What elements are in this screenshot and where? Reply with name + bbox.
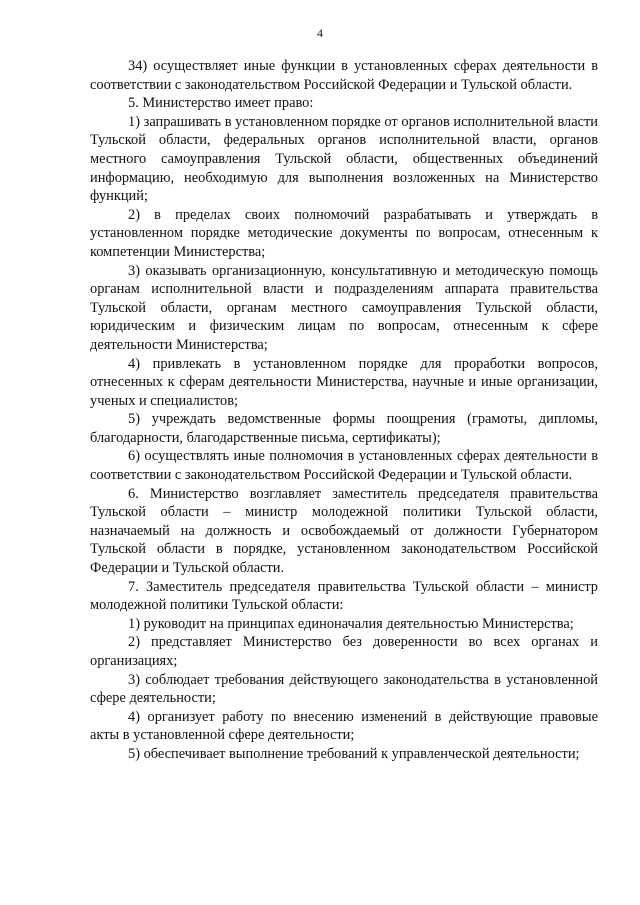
- section-7-heading: 7. Заместитель председателя правительства Тульской области – министр молодежной политики Тульской области:: [90, 578, 598, 614]
- paragraph-right-4: 4) привлекать в установленном порядке для проработки вопросов, отнесенных к сферам деятельности Министерства, научные и иные организации, ученых и специалистов;: [90, 355, 598, 409]
- paragraph-duty-4: 4) организует работу по внесению изменений в действующие правовые акты в установленной сфере деятельности;: [90, 708, 598, 744]
- section-6-paragraph: 6. Министерство возглавляет заместитель председателя правительства Тульской области – министр молодежной политики Тульской области, назначаемый на должность и освобождаемый от должности Губернатором Тульской области в порядке, установленном законодательством Российской Федерации и Тульской области.: [90, 485, 598, 577]
- paragraph-item-34: 34) осуществляет иные функции в установленных сферах деятельности в соответствии с законодательством Российской Федерации и Тульской области.: [90, 58, 598, 93]
- paragraph-duty-1: 1) руководит на принципах единоначалия деятельностью Министерства;: [128, 615, 574, 632]
- paragraph-right-5: 5) учреждать ведомственные формы поощрения (грамоты, дипломы, благодарности, благодарственные письма, сертификаты);: [90, 411, 598, 446]
- paragraph-duty-2: 2) представляет Министерство без доверенности во всех органах и организациях;: [90, 634, 598, 669]
- paragraph-right-1: 1) запрашивать в установленном порядке от органов исполнительной власти Тульской области, федеральных органов исполнительной власти, органов местного самоуправления Тульской области, общественных объединений информацию, необходимую для выполнения возложенных на Министерство функций;: [90, 113, 598, 205]
- paragraph-duty-3: 3) соблюдает требования действующего законодательства в установленной сфере деятельности;: [90, 671, 598, 707]
- page-number: 4: [317, 26, 323, 40]
- paragraph-right-2: 2) в пределах своих полномочий разрабатывать и утверждать в установленном порядке методические документы по вопросам, отнесенным к компетенции Министерства;: [90, 206, 598, 260]
- paragraph-right-6: 6) осуществлять иные полномочия в установленных сферах деятельности в соответствии с законодательством Российской Федерации и Тульской области.: [90, 448, 598, 484]
- section-5-heading: 5. Министерство имеет право:: [128, 95, 314, 112]
- paragraph-duty-5: 5) обеспечивает выполнение требований к управленческой деятельности;: [128, 745, 580, 762]
- document-body: [90, 57, 598, 764]
- paragraph-right-3: 3) оказывать организационную, консультативную и методическую помощь органам исполнительной власти и подразделениям аппарата правительства Тульской области, органам местного самоуправления Тульской области, юридическим и физическим лицам по вопросам, отнесенным к сфере деятельности Министерства;: [90, 262, 598, 353]
